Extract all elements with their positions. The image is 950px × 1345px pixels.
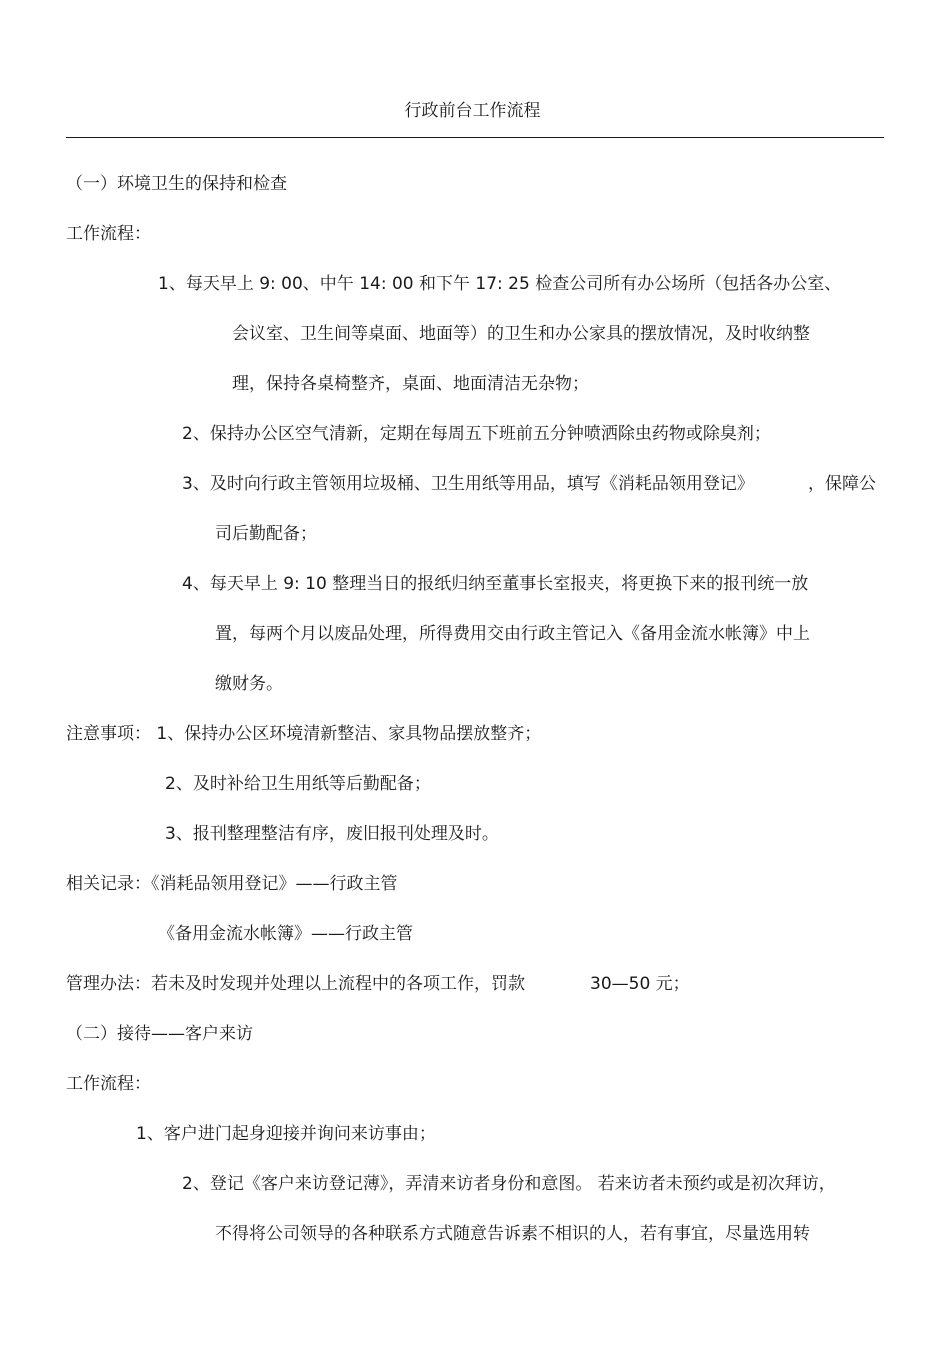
title-divider bbox=[66, 137, 884, 138]
management-line: 管理办法：若未及时发现并处理以上流程中的各项工作，罚款 bbox=[66, 974, 525, 994]
workflow-label: 工作流程： bbox=[66, 224, 151, 244]
list-item-line: 2、登记《客户来访登记薄》，弄清来访者身份和意图。 若来访者未预约或是初次拜访， bbox=[182, 1174, 836, 1194]
list-item-line: 司后勤配备； bbox=[215, 524, 317, 544]
records-line: 《备用金流水帐簿》——行政主管 bbox=[158, 924, 413, 944]
list-item-line: 1、每天早上 9: 00、中午 14: 00 和下午 17: 25 检查公司所有办公场所（包括各办公室、 bbox=[158, 274, 842, 294]
section-heading: （二）接待——客户来访 bbox=[66, 1024, 253, 1044]
list-item-line: ，保障公 bbox=[808, 474, 876, 494]
section-heading: （一）环境卫生的保持和检查 bbox=[66, 174, 287, 194]
workflow-label: 工作流程： bbox=[66, 1074, 151, 1094]
notes-line: 3、报刊整理整洁有序，废旧报刊处理及时。 bbox=[165, 824, 499, 844]
list-item-line: 3、及时向行政主管领用垃圾桶、卫生用纸等用品，填写《消耗品领用登记》 bbox=[182, 474, 754, 494]
management-line: 30—50 元； bbox=[590, 974, 690, 994]
notes-line: 2、及时补给卫生用纸等后勤配备； bbox=[165, 774, 431, 794]
list-item-line: 会议室、卫生间等桌面、地面等）的卫生和办公家具的摆放情况，及时收纳整 bbox=[232, 324, 810, 344]
notes-line: 注意事项： 1、保持办公区环境清新整洁、家具物品摆放整齐； bbox=[66, 724, 542, 744]
list-item-line: 不得将公司领导的各种联系方式随意告诉素不相识的人，若有事宜，尽量选用转 bbox=[215, 1224, 810, 1244]
list-item-line: 缴财务。 bbox=[215, 674, 283, 694]
page-title: 行政前台工作流程 bbox=[404, 101, 541, 121]
list-item-line: 2、保持办公区空气清新，定期在每周五下班前五分钟喷洒除虫药物或除臭剂； bbox=[182, 424, 771, 444]
list-item-line: 置，每两个月以废品处理，所得费用交由行政主管记入《备用金流水帐簿》中上 bbox=[215, 624, 810, 644]
list-item-line: 1、客户进门起身迎接并询问来访事由； bbox=[136, 1124, 436, 1144]
list-item-line: 4、每天早上 9: 10 整理当日的报纸归纳至董事长室报夹，将更换下来的报刊统一放 bbox=[182, 574, 809, 594]
list-item-line: 理，保持各桌椅整齐，桌面、地面清洁无杂物； bbox=[232, 374, 589, 394]
records-line: 相关记录：《消耗品领用登记》——行政主管 bbox=[66, 874, 398, 894]
